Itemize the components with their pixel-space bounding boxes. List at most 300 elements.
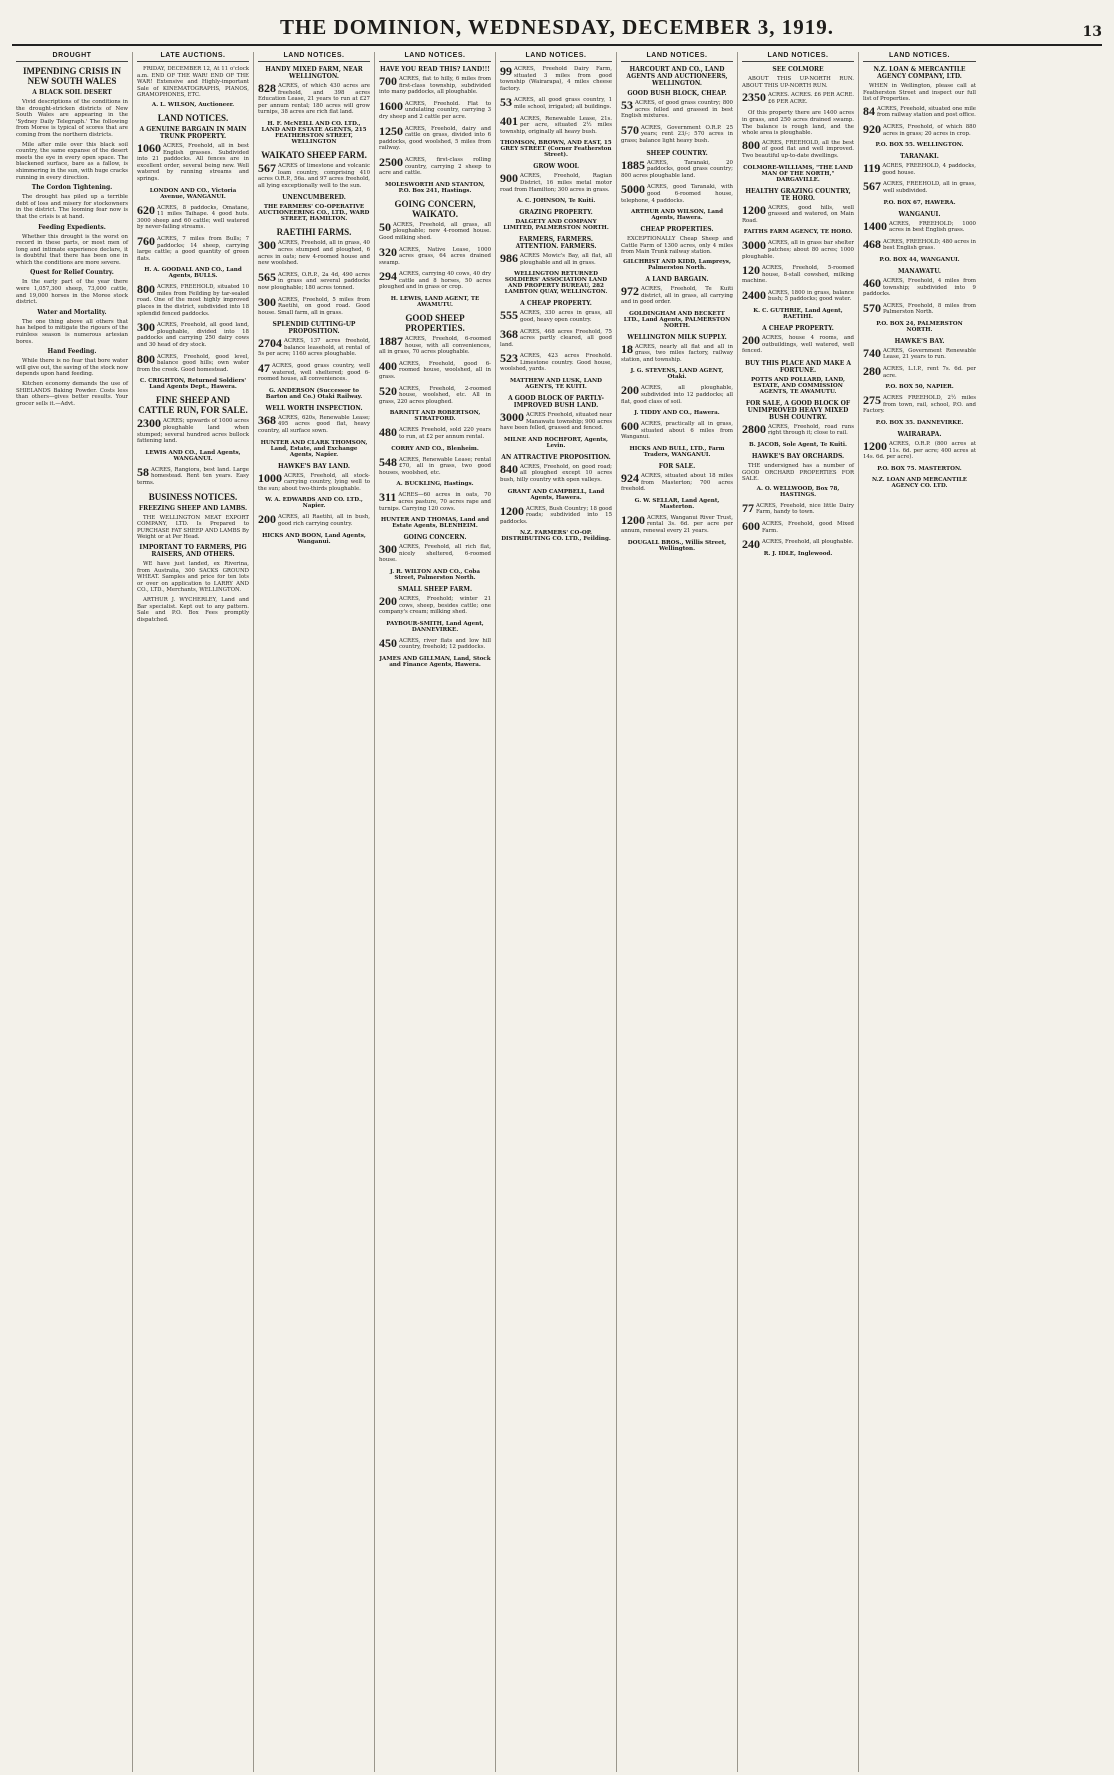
sub-heading: HAWKE'S BAY LAND. bbox=[277, 462, 351, 470]
ad-acreage: 800 bbox=[137, 282, 155, 297]
sub-heading: AN ATTRACTIVE PROPOSITION. bbox=[501, 453, 611, 461]
ad-acreage: 400 bbox=[379, 358, 397, 373]
text-paragraph: FRIDAY, DECEMBER 12, At 11 o'clock a.m. END OF THE WAR! END OF THE WAR! Extensive and Highly-important Sale of KINEMATOGRAPHS, PIANOS, GRAMOPHONES, ETC. bbox=[137, 66, 249, 99]
sub-heading: SEE COLMORE bbox=[772, 66, 824, 73]
ad-body: 47 ACRES, good grass country, well watered, well sheltered; good 6-roomed house, all conveniences. bbox=[258, 361, 370, 383]
ad-acreage: 1600 bbox=[379, 98, 403, 113]
ad-acreage: 2400 bbox=[742, 287, 766, 302]
ad-body: 828 ACRES, of which 430 acres are freehold, and 398 acres Education Lease, 21 years to run at £27 per annum rental; 180 acres will grow turnips, 38 acres are rich flat land. bbox=[258, 81, 370, 116]
section-heading: LAND NOTICES. bbox=[157, 112, 229, 123]
agent-signature: R. J. IDLE, Inglewood. bbox=[763, 550, 833, 557]
ad-acreage: 468 bbox=[863, 236, 881, 251]
ad-body: 50 ACRES, Freehold, all grass, all ploughable; new 4-roomed house. Good milking shed. bbox=[379, 219, 491, 241]
classified-ad bbox=[863, 395, 976, 415]
ad-acreage: 555 bbox=[500, 308, 518, 323]
classified-ad bbox=[137, 322, 249, 348]
ad-body: 900 ACRES, Freehold, Ragian District, 16 miles metal motor road from Hamilton; 300 acres in grass. bbox=[500, 171, 612, 193]
ad-acreage: 311 bbox=[379, 490, 397, 505]
sub-heading: TARANAKI. bbox=[900, 153, 939, 161]
classified-ad bbox=[863, 236, 976, 252]
sub-heading: FOR SALE. bbox=[658, 463, 696, 471]
ad-body: 99 ACRES, Freehold Dairy Farm, situated 3 miles from good township (Wairarapa), 4 miles cheese factory. bbox=[500, 64, 612, 92]
agent-signature: LEWIS AND CO., Land Agents, WANGANUI. bbox=[145, 449, 241, 462]
ad-acreage: 368 bbox=[258, 412, 276, 427]
classified-ad bbox=[863, 300, 976, 316]
ad-body: 450 ACRES, river flats and low hill country, freehold; 12 paddocks. bbox=[379, 635, 491, 651]
ad-acreage: 760 bbox=[137, 233, 155, 248]
classified-ad bbox=[863, 345, 976, 361]
classified-ad bbox=[621, 122, 733, 145]
ad-acreage: 200 bbox=[742, 333, 760, 348]
classified-ad bbox=[379, 76, 491, 96]
sub-heading: HAWKE'S BAY. bbox=[894, 337, 945, 345]
ad-body: 920 ACRES, Freehold, of which 880 acres in grass; 20 acres in crop. bbox=[863, 121, 976, 137]
ad-body: 1200 ACRES, Bush Country; 18 good roads; subdivided into 15 paddocks. bbox=[500, 503, 612, 525]
sub-heading: Hand Feeding. bbox=[47, 348, 97, 356]
ad-acreage: 986 bbox=[500, 251, 518, 266]
ad-acreage: 520 bbox=[379, 383, 397, 398]
classified-ad bbox=[379, 98, 491, 121]
ad-acreage: 3000 bbox=[742, 238, 766, 253]
classified-ad bbox=[742, 137, 854, 160]
ad-acreage: 119 bbox=[863, 161, 881, 176]
ad-body: 18 ACRES, nearly all flat and all in grass, two miles factory, railway station, and township. bbox=[621, 341, 733, 363]
ad-acreage: 920 bbox=[863, 121, 881, 136]
column-header: LAND NOTICES. bbox=[500, 52, 612, 62]
sub-heading: N.Z. LOAN & MERCANTILE AGENCY COMPANY, LTD. bbox=[873, 66, 966, 80]
classified-ad bbox=[621, 283, 733, 306]
ad-acreage: 924 bbox=[621, 471, 639, 486]
ad-body: 565 ACRES, O.R.P., 2a 4d, 490 acres in grass and several paddocks now ploughable; 180 acres tonned. bbox=[258, 269, 370, 291]
agent-signature: C. CRIGHTON, Returned Soldiers' Land Agents Dept., Hawera. bbox=[139, 378, 247, 391]
section-heading: WAIKATO SHEEP FARM. bbox=[261, 149, 367, 160]
classified-ad bbox=[379, 219, 491, 242]
ad-body: 200 ACRES, house 4 rooms, and outbuildings, well watered, well fenced. bbox=[742, 333, 854, 355]
sub-heading: Feeding Expedients. bbox=[38, 223, 106, 231]
column-5 bbox=[496, 52, 617, 1772]
ad-acreage: 900 bbox=[500, 171, 518, 186]
section-heading: RAETIHI FARMS. bbox=[276, 227, 352, 238]
classified-ad bbox=[137, 140, 249, 183]
agent-signature: THOMSON, BROWN, AND EAST, 15 GREY STREET (Corner Featherston Street). bbox=[500, 140, 612, 159]
ad-body: 1200 ACRES, O.R.P. (800 acres at 11s. 6d. per acre; 400 acres at 14s. 6d. per acre). bbox=[863, 439, 976, 461]
text-paragraph: THE WELLINGTON MEAT EXPORT COMPANY, LTD. Is Prepared to PURCHASE FAT SHEEP AND LAMBS By Weight or at Per Head. bbox=[137, 514, 249, 541]
classified-ad bbox=[742, 421, 854, 437]
classified-ad bbox=[258, 240, 370, 266]
ad-acreage: 401 bbox=[500, 113, 518, 128]
agent-signature: HUNTER AND THOMAS, Land and Estate Agents, BLENHEIM. bbox=[380, 517, 490, 530]
classified-ad bbox=[863, 218, 976, 234]
ad-acreage: 200 bbox=[258, 512, 276, 527]
classified-ad bbox=[500, 97, 612, 110]
sub-heading: GOING CONCERN. bbox=[403, 534, 467, 542]
classified-ad bbox=[863, 366, 976, 379]
ad-body: 600 ACRES, practically all in grass, situated about 6 miles from Wanganui. bbox=[621, 419, 733, 441]
classified-ad bbox=[863, 181, 976, 194]
classified-ad bbox=[379, 336, 491, 356]
ad-acreage: 53 bbox=[621, 98, 633, 112]
ad-body: 53 ACRES, of good grass country; 800 acres felled and grassed in best English mixtures. bbox=[621, 98, 733, 120]
classified-ad bbox=[137, 284, 249, 317]
column-3 bbox=[254, 52, 375, 1772]
ad-acreage: 800 bbox=[742, 137, 760, 152]
ad-acreage: 2300 bbox=[137, 416, 161, 431]
ad-acreage: 200 bbox=[379, 593, 397, 608]
text-paragraph: The drought has piled up a terrible debt of loss and misery for stockowners in the district. The looming fear now is that the crisis is at hand. bbox=[16, 194, 128, 220]
agent-signature: CORRY AND CO., Blenheim. bbox=[391, 445, 479, 452]
sub-heading: HEALTHY GRAZING COUNTRY, TE HORO. bbox=[745, 187, 851, 202]
ad-body: 1200 ACRES, good hills, well grassed and watered, on Main Road. bbox=[742, 202, 854, 224]
agent-signature: DALGETY AND COMPANY LIMITED, PALMERSTON NORTH. bbox=[503, 219, 609, 232]
agent-signature: THE FARMERS' CO-OPERATIVE AUCTIONEERING CO., LTD., WARD STREET, HAMILTON. bbox=[258, 204, 370, 223]
agent-signature: LONDON AND CO., Victoria Avenue, WANGANUI. bbox=[149, 187, 237, 200]
sub-heading: FOR SALE, A GOOD BLOCK OF UNIMPROVED HEAVY MIXED BUSH COUNTRY. bbox=[745, 399, 851, 421]
classified-ad bbox=[863, 163, 976, 176]
ad-body: 800 ACRES, FREEHOLD, situated 10 miles from Feilding by tar-sealed road. One of the most highly improved places in the district, subdivided into 18 splendid fenced paddocks. bbox=[137, 282, 249, 317]
ad-acreage: 58 bbox=[137, 464, 149, 479]
ad-acreage: 460 bbox=[863, 275, 881, 290]
ad-body: 2300 ACRES; upwards of 1000 acres ploughable land when stumped; several hundred acres bullock fattening land. bbox=[137, 416, 249, 445]
sub-heading: SMALL SHEEP FARM. bbox=[397, 585, 473, 593]
ad-acreage: 120 bbox=[742, 263, 760, 278]
ad-body: 294 ACRES, carrying 40 cows, 40 dry cattle and 8 horses, 50 acres ploughed and in grass or crop. bbox=[379, 269, 491, 291]
classified-ad bbox=[137, 233, 249, 262]
sub-heading: WELL WORTH INSPECTION. bbox=[265, 404, 363, 412]
ad-body: 401 ACRES, Renewable Lease, 21s. per acre, situated 2½ miles township, originally all heavy bush. bbox=[500, 113, 612, 135]
sub-heading: IMPORTANT TO FARMERS, PIG RAISERS, AND OTHERS. bbox=[139, 543, 247, 558]
classified-ad bbox=[137, 351, 249, 374]
sub-heading: BUY THIS PLACE AND MAKE A FORTUNE. bbox=[744, 359, 852, 374]
ad-acreage: 2704 bbox=[258, 336, 282, 351]
classified-ad bbox=[379, 593, 491, 616]
ad-acreage: 567 bbox=[863, 179, 881, 194]
classified-ad bbox=[500, 253, 612, 266]
ad-body: 1885 ACRES, Taranaki, 20 paddocks, good grass country; 800 acres ploughable land. bbox=[621, 157, 733, 179]
column-header: LAND NOTICES. bbox=[863, 52, 976, 62]
ad-acreage: 77 bbox=[742, 500, 754, 515]
agent-signature: P.O. BOX 55. WELLINGTON. bbox=[875, 142, 964, 149]
sub-heading: GOOD BUSH BLOCK, CHEAP. bbox=[627, 90, 727, 97]
classified-ad bbox=[379, 544, 491, 564]
agent-signature: H. A. GOODALL AND CO., Land Agents, BULLS. bbox=[144, 267, 242, 280]
ad-body: 800 ACRES, Freehold, good level, balance good hills; own water from the creek. Good homestead. bbox=[137, 351, 249, 373]
agent-signature: A. L. WILSON, Auctioneer. bbox=[151, 101, 235, 108]
ad-acreage: 840 bbox=[500, 461, 518, 476]
text-paragraph: Kitchen economy demands the use of SHIELANDS Baking Powder. Costs less than others—gives better results. Your grocer sells it.—Advt. bbox=[16, 381, 128, 407]
ad-body: 760 ACRES, 7 miles from Bulls; 7 paddocks; 14 sheep, carrying large cattle; a good quantity of green flats. bbox=[137, 233, 249, 262]
classified-ad bbox=[258, 83, 370, 116]
classified-ad bbox=[500, 113, 612, 136]
ad-body: 311 ACRES—60 acres in oats, 70 acres pasture, 70 acres rape and turnips. Carrying 120 cows. bbox=[379, 490, 491, 512]
text-paragraph: Whether this drought is the worst on record in these parts, or most men of long and intimate experience declare, it is doubtful that there has been one in which the conditions are more severe. bbox=[16, 233, 128, 266]
ad-acreage: 800 bbox=[137, 351, 155, 366]
classified-ad bbox=[379, 271, 491, 291]
column-7 bbox=[738, 52, 859, 1772]
section-heading: BUSINESS NOTICES. bbox=[148, 491, 238, 502]
ad-acreage: 972 bbox=[621, 283, 639, 298]
sub-heading: The Cordon Tightening. bbox=[31, 184, 113, 192]
ad-body: 800 ACRES, FREEHOLD, all the best of good flat and well improved. Two beautiful up-to-date dwellings. bbox=[742, 137, 854, 159]
classified-ad bbox=[742, 202, 854, 225]
ad-acreage: 828 bbox=[258, 81, 276, 95]
sub-heading: A LAND BARGAIN. bbox=[645, 275, 709, 283]
ad-body: 2500 ACRES, first-class rolling country, carrying 2 sheep to acre and cattle. bbox=[379, 154, 491, 177]
ad-body: 300 ACRES, Freehold, all rich flat, nicely sheltered, 6-roomed house. bbox=[379, 542, 491, 564]
ad-body: 523 ACRES, 423 acres Freehold. Limestone country. Good house, woolshed, yards. bbox=[500, 351, 612, 373]
ad-acreage: 18 bbox=[621, 341, 633, 356]
ad-body: 200 ACRES, Freehold; winter 21 cows, sheep, besides cattle; one company's cream; milking shed. bbox=[379, 593, 491, 616]
text-paragraph: While there is no fear that bore water will give out, the saving of the stock now depends upon hand feeding. bbox=[16, 358, 128, 378]
ad-body: 1060 ACRES, Freehold, all in best English grasses. Subdivided into 21 paddocks. All fences are in excellent order, several being new. Well watered by running streams and springs. bbox=[137, 140, 249, 182]
ad-body: 548 ACRES, Renewable Lease; rental £70, all in grass, two good houses, woolshed, etc. bbox=[379, 454, 491, 476]
agent-signature: P.O. BOX 50, NAPIER. bbox=[885, 384, 954, 391]
text-paragraph: WHEN in Wellington, please call at Featherston Street and inspect our full list of Properties. bbox=[863, 83, 976, 103]
column-2 bbox=[133, 52, 254, 1772]
sub-heading: WANGANUI. bbox=[898, 210, 941, 218]
classified-ad bbox=[500, 412, 612, 432]
ad-acreage: 1200 bbox=[742, 202, 766, 217]
ad-body: 1600 ACRES, Freehold. Flat to undulating country, carrying 3 dry sheep and 2 cattle per acre. bbox=[379, 98, 491, 120]
classified-ad bbox=[258, 160, 370, 189]
ad-body: 120 ACRES, Freehold, 5-roomed house, 8-stall cowshed, milking machine. bbox=[742, 263, 854, 285]
ad-acreage: 450 bbox=[379, 635, 397, 650]
ad-acreage: 1885 bbox=[621, 157, 645, 172]
masthead bbox=[12, 10, 1102, 46]
ad-body: 200 ACRES, all Raetihi, all in bush, good rich carrying country. bbox=[258, 512, 370, 527]
classified-ad bbox=[379, 427, 491, 440]
agent-signature: COLMORE-WILLIAMS, "THE LAND MAN OF THE NORTH," DARGAVILLE. bbox=[743, 164, 853, 183]
ad-body: 300 ACRES, Freehold, 5 miles from Raetihi, on good road. Good house. Small farm, all in grass. bbox=[258, 294, 370, 316]
classified-ad bbox=[621, 421, 733, 441]
agent-signature: DOUGALL BROS., Willis Street, Wellington. bbox=[627, 539, 727, 552]
sub-heading: GROW WOOL bbox=[533, 163, 579, 171]
agent-signature: MILNE AND ROCHFORT, Agents, Levin. bbox=[504, 436, 608, 449]
ad-body: 2704 ACRES, 137 acres freehold, balance leasehold, at rental of 5s per acre; 1160 acres ploughable. bbox=[258, 336, 370, 358]
sub-heading: SHEEP COUNTRY. bbox=[646, 149, 708, 157]
ad-body: 972 ACRES, Freehold, Te Kuiti district, all in grass, all carrying and in good order. bbox=[621, 283, 733, 306]
ad-body: 53 ACRES, all good grass country, 1 mile school, irrigated; all buildings. bbox=[500, 95, 612, 110]
classified-ad bbox=[621, 385, 733, 405]
column-header: LAND NOTICES. bbox=[379, 52, 491, 62]
sub-heading: SPLENDID CUTTING-UP PROPOSITION. bbox=[272, 321, 356, 336]
ad-acreage: 1060 bbox=[137, 140, 161, 155]
ad-body: 924 ACRES, situated about 18 miles from Masterton; 700 acres freehold. bbox=[621, 471, 733, 493]
agent-signature: GRANT AND CAMPBELL, Land Agents, Hawera. bbox=[507, 488, 605, 501]
ad-acreage: 480 bbox=[379, 425, 397, 440]
ad-body: 567 ACRES, FREEHOLD, all in grass, well subdivided. bbox=[863, 179, 976, 194]
classified-ad bbox=[379, 154, 491, 177]
ad-body: 520 ACRES, Freehold, 2-roomed house, woolshed, etc. All in grass, 220 acres ploughed. bbox=[379, 383, 491, 405]
agent-signature: PAYBOUR-SMITH, Land Agent, DANNEVIRKE. bbox=[386, 620, 484, 633]
ad-body: 1887 ACRES, Freehold, 6-roomed house, with all conveniences, all in grass, 70 acres ploughable. bbox=[379, 334, 491, 356]
agent-signature: B. JACOB, Sole Agent, Te Kuiti. bbox=[749, 442, 847, 449]
sub-heading: HANDY MIXED FARM, NEAR WELLINGTON. bbox=[265, 66, 363, 80]
ad-acreage: 2350 bbox=[742, 90, 766, 105]
sub-heading: Water and Mortality. bbox=[37, 308, 107, 316]
ad-body: 240 ACRES, Freehold, all ploughable. bbox=[742, 537, 854, 552]
ad-acreage: 1887 bbox=[379, 334, 403, 349]
text-paragraph: Vivid descriptions of the conditions in the drought-stricken districts of New South Wales are appearing in the 'Sydney Daily Telegraph.' The following from Moree is typical of scores that are coming from the northern districts. bbox=[16, 99, 128, 138]
ad-acreage: 300 bbox=[379, 542, 397, 557]
column-4 bbox=[375, 52, 496, 1772]
agent-signature: A. O. WELLWOOD, Box 78, HASTINGS. bbox=[756, 485, 840, 498]
ad-body: 468 ACRES, FREEHOLD; 480 acres in best English grass. bbox=[863, 236, 976, 252]
agent-signature: G. W. SELLAR, Land Agent, Masterton. bbox=[634, 497, 720, 510]
column-header: LAND NOTICES. bbox=[621, 52, 733, 62]
ad-acreage: 99 bbox=[500, 64, 512, 78]
ad-body: 570 ACRES, Freehold, 8 miles from Palmerston North. bbox=[863, 300, 976, 316]
text-paragraph: In the early part of the year there were 1,057,300 sheep, 73,000 cattle, and 19,000 horses in the Moree stock district. bbox=[16, 279, 128, 306]
ad-acreage: 523 bbox=[500, 351, 518, 366]
agent-signature: G. ANDERSON (Successor to Barton and Co.) Otaki Railway. bbox=[265, 387, 363, 400]
agent-signature: H. F. McNEILL AND CO. LTD., LAND AND ESTATE AGENTS, 215 FEATHERSTON STREET, WELLINGTON bbox=[261, 120, 367, 145]
sub-heading: MANAWATU. bbox=[897, 267, 942, 275]
text-paragraph: WE have just landed, ex Riverina, from Australia, 300 SACKS GROUND WHEAT. Samples and price for ten lots or over on application to LARRY AND CO., LTD., Merchants, WELLINGTON. bbox=[137, 560, 249, 594]
ad-body: 2800 ACRES, Freehold, road runs right through it; close to rail. bbox=[742, 421, 854, 437]
agent-signature: K. C. GUTHRIE, Land Agent, RAETIHI. bbox=[753, 308, 843, 321]
ad-acreage: 275 bbox=[863, 393, 881, 408]
ad-body: 58 ACRES, Rangiora, best land. Large homestead. Rent ten years. Easy terms. bbox=[137, 464, 249, 486]
classified-ad bbox=[379, 123, 491, 152]
ad-body: 986 ACRES Mowic's Bay, all flat, all ploughable and all in grass. bbox=[500, 251, 612, 266]
classified-ad bbox=[258, 412, 370, 435]
ad-body: 570 ACRES, Government O.R.P. 25 years; rent 23/-; 570 acres in grass; balance light heavy bush. bbox=[621, 122, 733, 144]
ad-acreage: 567 bbox=[258, 160, 276, 175]
agent-signature: HUNTER AND CLARK THOMSON, Land, Estate, and Exchange Agents, Napier. bbox=[260, 439, 368, 458]
ad-acreage: 50 bbox=[379, 219, 391, 234]
ad-acreage: 320 bbox=[379, 244, 397, 259]
ad-acreage: 240 bbox=[742, 537, 760, 552]
ad-body: 275 ACRES FREEHOLD, 2½ miles from town, rail, school, P.O. and Factory. bbox=[863, 393, 976, 415]
ad-acreage: 47 bbox=[258, 361, 270, 376]
sub-heading: FARMERS, FARMERS. ATTENTION. FARMERS. bbox=[515, 236, 597, 251]
ad-body: 700 ACRES, flat to hilly, 6 miles from first-class township, subdivided into many paddocks, all ploughable. bbox=[379, 74, 491, 96]
classified-ad bbox=[379, 244, 491, 267]
ad-acreage: 3000 bbox=[500, 410, 524, 425]
sub-heading: Quest for Relief Country. bbox=[30, 269, 114, 277]
ad-acreage: 620 bbox=[137, 202, 155, 217]
section-heading: GOOD SHEEP PROPERTIES. bbox=[405, 313, 465, 334]
classified-ad bbox=[742, 335, 854, 355]
ad-body: 5000 ACRES, good Taranaki, with good 6-roomed house, telephone, 4 paddocks. bbox=[621, 182, 733, 204]
sub-heading: GRAZING PROPERTY. bbox=[519, 209, 593, 217]
agent-signature: N.Z. FARMERS' CO-OP. DISTRIBUTING CO. LTD., Feilding. bbox=[501, 530, 611, 543]
text-paragraph: ABOUT THIS UP-NORTH RUN. ABOUT THIS UP-NORTH RUN. bbox=[742, 76, 854, 89]
ad-body: 300 ACRES, Freehold, all in grass, 40 acres stumped and ploughed, 6 acres in oats; new 4-roomed house and new woolshed. bbox=[258, 238, 370, 267]
ad-body: 1250 ACRES, Freehold, dairy and cattle on grass, divided into 6 paddocks, good woolshed, 5 miles from railway. bbox=[379, 123, 491, 152]
page-number: 13 bbox=[1082, 24, 1102, 40]
ad-acreage: 5000 bbox=[621, 182, 645, 197]
agent-signature: HICKS AND BULL, LTD., Farm Traders, WANGANUI. bbox=[629, 446, 725, 459]
classified-ad bbox=[258, 363, 370, 383]
agent-signature: J. R. WILTON AND CO., Coba Street, Palmerston North. bbox=[390, 568, 480, 581]
ad-acreage: 548 bbox=[379, 454, 397, 469]
classified-ad bbox=[500, 503, 612, 526]
ad-body: 3000 ACRES Freehold, situated near Manawatu township; 900 acres have been felled, grassed and fenced. bbox=[500, 410, 612, 432]
column-container bbox=[12, 52, 1102, 1772]
ad-acreage: 565 bbox=[258, 269, 276, 284]
classified-ad bbox=[258, 338, 370, 358]
agent-signature: GILCHRIST AND KIDD, Lampreys, Palmerston North. bbox=[623, 258, 731, 271]
ad-acreage: 300 bbox=[137, 320, 155, 335]
agent-signature: FAITHS FARM AGENCY, TE HORO. bbox=[743, 229, 853, 236]
ad-body: 555 ACRES, 330 acres in grass, all good, heavy open country. bbox=[500, 308, 612, 323]
classified-ad bbox=[742, 265, 854, 285]
sub-heading: HARCOURT AND CO., LAND AGENTS AND AUCTIONEERS, WELLINGTON. bbox=[626, 66, 728, 87]
sub-heading: HAVE YOU READ THIS? LAND!!! bbox=[380, 66, 490, 73]
classified-ad bbox=[137, 202, 249, 231]
ad-acreage: 1000 bbox=[258, 470, 282, 485]
agent-signature: MATTHEW AND LUSK, LAND AGENTS, TE KUITI. bbox=[510, 378, 602, 391]
agent-signature: A. BUCKLING, Hastings. bbox=[396, 481, 474, 488]
agent-signature: N.Z. LOAN AND MERCANTILE AGENCY CO. LTD. bbox=[871, 476, 968, 489]
classified-ad bbox=[742, 287, 854, 303]
agent-signature: HICKS AND BOON, Land Agents, Wanganui. bbox=[262, 532, 366, 545]
ad-body: 480 ACRES Freehold, sold 220 years to run, at £2 per annum rental. bbox=[379, 425, 491, 440]
agent-signature: P.O. BOX 75. MASTERTON. bbox=[877, 465, 962, 472]
ad-acreage: 200 bbox=[621, 383, 639, 398]
ad-acreage: 1400 bbox=[863, 218, 887, 233]
ad-acreage: 300 bbox=[258, 238, 276, 253]
agent-signature: W. A. EDWARDS AND CO. LTD., Napier. bbox=[265, 497, 363, 510]
agent-signature: BARNITT AND ROBERTSON, STRATFORD. bbox=[389, 410, 481, 423]
text-paragraph: Of this property there are 1400 acres in grass, and 250 acres drained swamp. The balance is rough land, and the whole area is ploughable. bbox=[742, 110, 854, 137]
ad-body: 740 ACRES, Government Renewable Lease, 21 years to run. bbox=[863, 345, 976, 361]
section-heading: FINE SHEEP AND CATTLE RUN, FOR SALE. bbox=[138, 395, 248, 416]
classified-ad bbox=[500, 310, 612, 323]
agent-signature: P.O. BOX 24, PALMERSTON NORTH. bbox=[876, 320, 963, 333]
agent-signature: WELLINGTON RETURNED SOLDIERS' ASSOCIATION LAND AND PROPERTY BUREAU, 282 LAMBTON QUAY, WELLINGTON. bbox=[504, 271, 608, 296]
sub-heading: UNENCUMBERED. bbox=[282, 194, 346, 202]
sub-heading: WELLINGTON MILK SUPPLY. bbox=[627, 333, 727, 341]
classified-ad bbox=[742, 521, 854, 534]
newspaper-title: THE DOMINION, WEDNESDAY, DECEMBER 3, 1919. bbox=[279, 15, 835, 39]
agent-signature: MOLESWORTH AND STANTON, P.O. Box 241, Hastings. bbox=[385, 181, 485, 194]
ad-acreage: 1250 bbox=[379, 123, 403, 138]
classified-ad bbox=[258, 470, 370, 493]
classified-ad bbox=[500, 173, 612, 193]
classified-ad bbox=[742, 537, 854, 552]
sub-heading: WAIRARAPA. bbox=[897, 431, 942, 439]
agent-signature: ARTHUR AND WILSON, Land Agents, Hawera. bbox=[631, 209, 723, 222]
classified-ad bbox=[621, 473, 733, 493]
text-paragraph: THE undersigned has a number of GOOD ORCHARD PROPERTIES FOR SALE. bbox=[742, 463, 854, 483]
section-heading: IMPENDING CRISIS IN NEW SOUTH WALES bbox=[22, 66, 121, 86]
sub-heading: FREEZING SHEEP AND LAMBS. bbox=[138, 504, 248, 512]
classified-ad bbox=[379, 358, 491, 381]
ad-body: 1200 ACRES, Wanganui River Trust, rental 3s. 6d. per acre per annum, renewal every 21 years. bbox=[621, 512, 733, 534]
ad-acreage: 700 bbox=[379, 74, 397, 88]
classified-ad bbox=[621, 157, 733, 180]
ad-body: 400 ACRES, Freehold, good 6-roomed house, woolshed, all in grass. bbox=[379, 358, 491, 381]
classified-ad bbox=[258, 269, 370, 292]
section-heading: GOING CONCERN, WAIKATO. bbox=[394, 198, 476, 219]
ad-body: 280 ACRES, L.I.P., rent 7s. 6d. per acre. bbox=[863, 364, 976, 379]
sub-heading: A CHEAP PROPERTY. bbox=[762, 325, 834, 333]
classified-ad bbox=[742, 240, 854, 260]
text-paragraph: The one thing above all others that has helped to mitigate the rigours of the ruinless season is numerous artesian bores. bbox=[16, 318, 128, 345]
classified-ad bbox=[621, 100, 733, 120]
ad-acreage: 300 bbox=[258, 294, 276, 309]
agent-signature: GOLDINGHAM AND BECKETT LTD., Land Agents, PALMERSTON NORTH. bbox=[623, 310, 731, 329]
column-header: LATE AUCTIONS. bbox=[137, 52, 249, 62]
classified-ad bbox=[621, 512, 733, 535]
ad-body: 119 ACRES, FREEHOLD, 4 paddocks, good house. bbox=[863, 161, 976, 176]
classified-ad bbox=[742, 92, 854, 105]
classified-ad bbox=[379, 383, 491, 406]
text-paragraph: ARTHUR J. WYCHERLEY, Land and Bar specialist. Kept out to any pattern. Sale and P.O. Box Fees promptly dispatched. bbox=[137, 596, 249, 623]
ad-acreage: 570 bbox=[863, 300, 881, 315]
